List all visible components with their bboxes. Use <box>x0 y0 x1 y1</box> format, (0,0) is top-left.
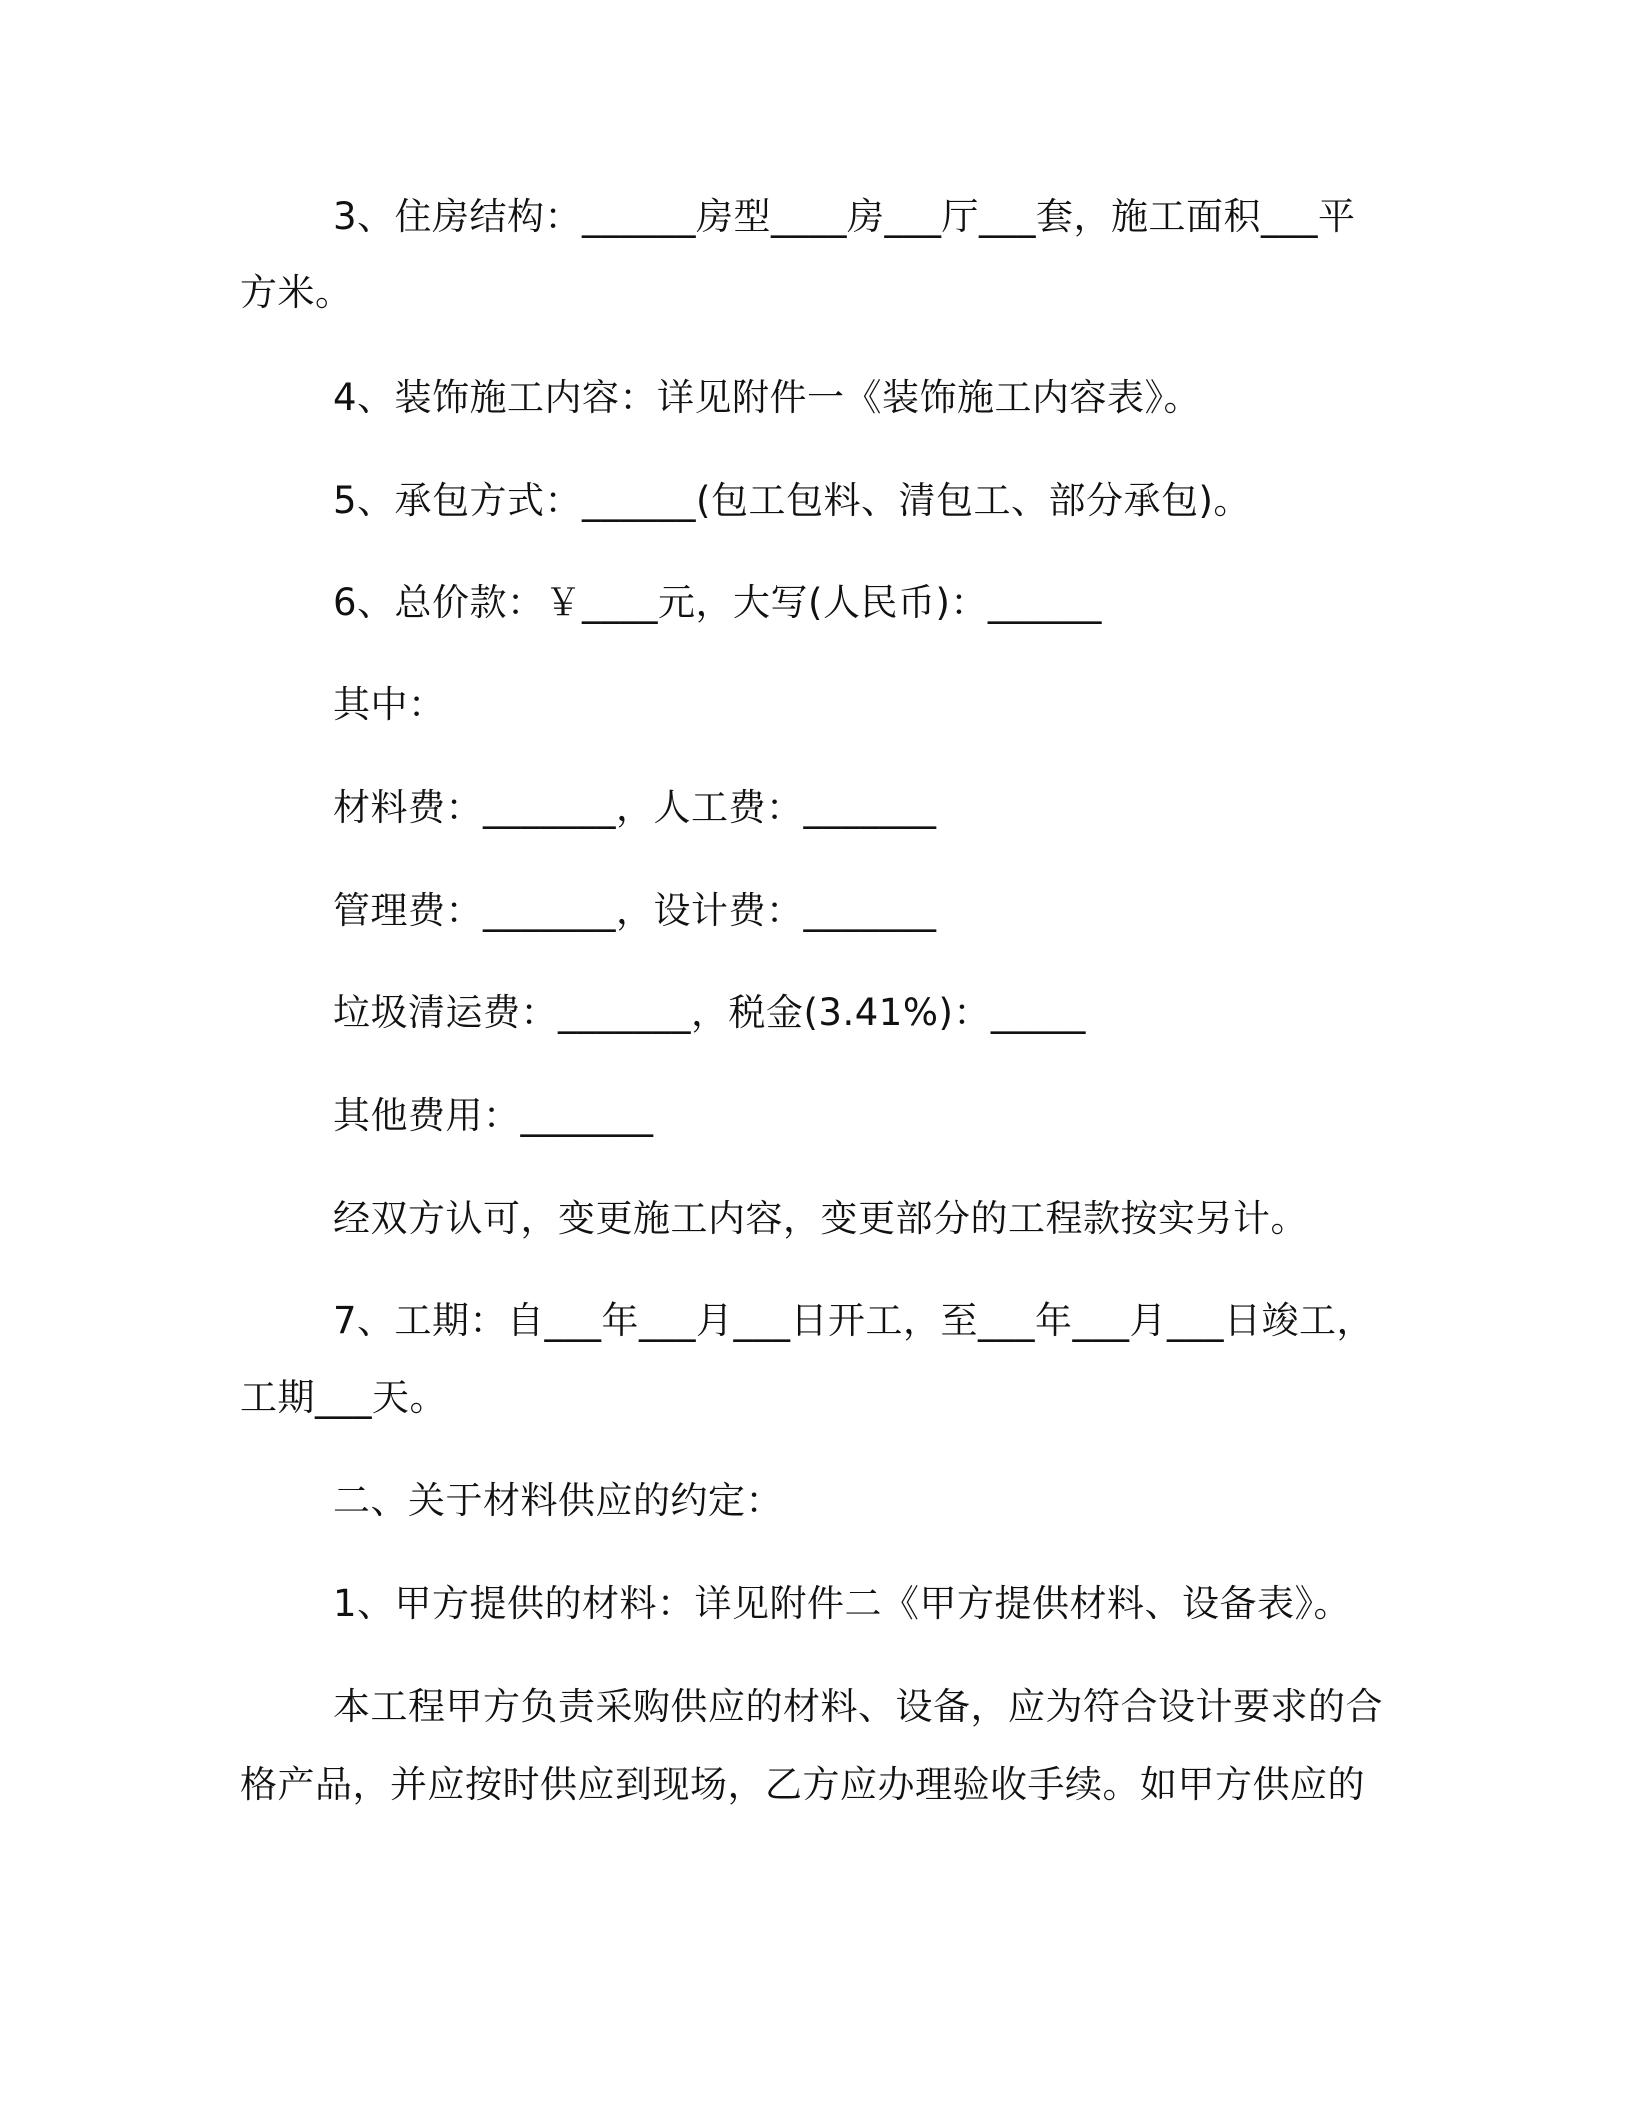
procurement-paragraph-line-2: 格产品，并应按时供应到现场，乙方应办理验收手续。如甲方供应的 <box>240 1763 1365 1806</box>
clause-7-continuation: 工期___天。 <box>240 1376 447 1419</box>
clause-6-total-price: 6、总价款：￥____元，大写(人民币)：______ <box>333 581 1102 624</box>
change-agreement: 经双方认可，变更施工内容，变更部分的工程款按实另计。 <box>333 1197 1308 1240</box>
clause-3-continuation: 方米。 <box>240 271 353 314</box>
clause-5-contract-method: 5、承包方式：______(包工包料、清包工、部分承包)。 <box>333 479 1251 522</box>
management-design-fees: 管理费：_______，设计费：_______ <box>333 889 937 932</box>
procurement-paragraph-line-1: 本工程甲方负责采购供应的材料、设备，应为符合设计要求的合 <box>333 1685 1383 1728</box>
material-labor-fees: 材料费：_______，人工费：_______ <box>333 786 937 829</box>
other-fees: 其他费用：_______ <box>333 1094 654 1137</box>
clause-7-schedule: 7、工期：自___年___月___日开工，至___年___月___日竣工， <box>333 1299 1375 1342</box>
price-breakdown-heading: 其中： <box>333 683 446 726</box>
clause-3-housing-structure: 3、住房结构：______房型____房___厅___套，施工面积___平 <box>333 195 1356 238</box>
section-2-clause-1: 1、甲方提供的材料：详见附件二《甲方提供材料、设备表》。 <box>333 1582 1352 1625</box>
section-2-heading: 二、关于材料供应的约定： <box>333 1479 783 1522</box>
clause-4-decoration-content: 4、装饰施工内容：详见附件一《装饰施工内容表》。 <box>333 376 1202 419</box>
waste-tax-fees: 垃圾清运费：_______，税金(3.41%)：_____ <box>333 991 1086 1034</box>
